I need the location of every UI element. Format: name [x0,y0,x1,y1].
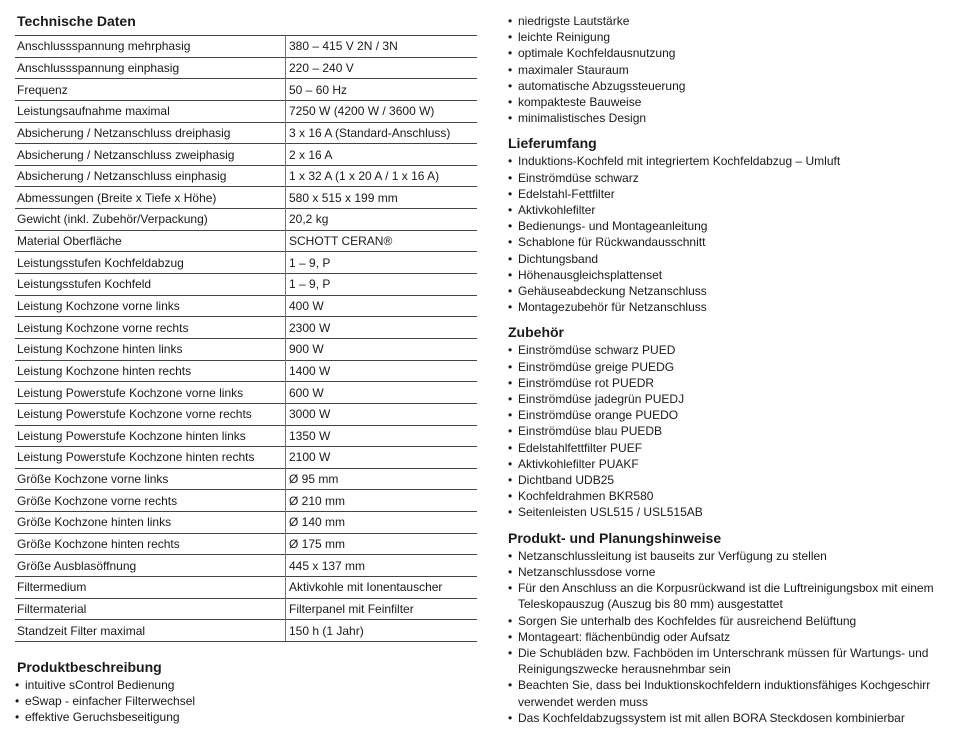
spec-value: 2100 W [286,447,478,469]
delivery-scope-section [508,134,966,315]
spec-row [15,490,477,512]
delivery-scope-heading: Lieferumfang [508,135,597,152]
spec-label: Standzeit Filter maximal [15,620,286,642]
spec-row [15,100,477,122]
spec-value: 400 W [286,295,478,317]
spec-label: Leistung Powerstufe Kochzone vorne links [15,382,286,404]
spec-label: Größe Kochzone vorne rechts [15,490,286,512]
spec-row [15,447,477,469]
spec-value: 445 x 137 mm [286,555,478,577]
list-item: • Edelstahlfettfilter PUEF [508,440,966,456]
list-item: • Montagezubehör für Netzanschluss [508,299,966,315]
spec-value: 1 – 9, P [286,252,478,274]
tech-data-heading: Technische Daten [17,13,136,29]
spec-value: 600 W [286,382,478,404]
spec-label: Frequenz [15,79,286,101]
list-item: • Bedienungs- und Montageanleitung [508,218,966,234]
spec-value: 1350 W [286,425,478,447]
list-item: • automatische Abzugssteuerung [508,78,966,94]
spec-label: Leistung Powerstufe Kochzone hinten rechts [15,447,286,469]
list-item: • Aktivkohlefilter [508,202,966,218]
spec-row [15,338,477,360]
spec-label: Leistungsstufen Kochfeld [15,274,286,296]
spec-row [15,533,477,555]
spec-row [15,295,477,317]
spec-value: 2300 W [286,317,478,339]
spec-value: Ø 210 mm [286,490,478,512]
spec-label: Leistung Powerstufe Kochzone vorne rechts [15,403,286,425]
list-item: • Kochfeldrahmen BKR580 [508,488,966,504]
spec-row [15,620,477,642]
spec-label: Leistung Kochzone hinten rechts [15,360,286,382]
spec-value: Filterpanel mit Feinfilter [286,598,478,620]
list-item: • maximaler Stauraum [508,62,966,78]
spec-value: SCHOTT CERAN® [286,230,478,252]
spec-label: Leistungsaufnahme maximal [15,100,286,122]
spec-value: 900 W [286,338,478,360]
spec-label: Leistung Kochzone hinten links [15,338,286,360]
spec-value: 7250 W (4200 W / 3600 W) [286,100,478,122]
list-item: • Einströmdüse rot PUEDR [508,375,966,391]
spec-row [15,79,477,101]
list-item: • optimale Kochfeldausnutzung [508,45,966,61]
list-item: • Edelstahl-Fettfilter [508,186,966,202]
spec-row [15,360,477,382]
spec-row [15,57,477,79]
list-item: • effektive Geruchsbeseitigung [15,709,477,725]
list-item: • Für den Anschluss an die Korpusrückwand ist die Luftreinigungsbox mit einem Teleskopauszug (Auszug bis 80 mm) ausgestattet [508,580,966,612]
list-item: • Netzanschlussleitung ist bauseits zur Verfügung zu stellen [508,548,966,564]
spec-value: 1400 W [286,360,478,382]
spec-label: Absicherung / Netzanschluss einphasig [15,165,286,187]
product-description-section [15,658,477,726]
list-item: • Aktivkohlefilter PUAKF [508,456,966,472]
spec-row [15,187,477,209]
accessories-list [508,342,966,520]
spec-label: Anschlussspannung einphasig [15,57,286,79]
list-item: • eSwap - einfacher Filterwechsel [15,693,477,709]
list-item: • Gehäuseabdeckung Netzanschluss [508,283,966,299]
spec-row [15,252,477,274]
list-item: • niedrigste Lautstärke [508,13,966,29]
right-column [508,12,966,726]
spec-value: 220 – 240 V [286,57,478,79]
planning-notes-heading: Produkt- und Planungshinweise [508,529,722,546]
list-item: • Einströmdüse blau PUEDB [508,423,966,439]
list-item: • Einströmdüse schwarz [508,170,966,186]
spec-row [15,403,477,425]
spec-row [15,230,477,252]
list-item: • Dichtband UDB25 [508,472,966,488]
spec-row [15,425,477,447]
spec-label: Größe Kochzone hinten rechts [15,533,286,555]
spec-label: Größe Ausblasöffnung [15,555,286,577]
spec-row [15,317,477,339]
spec-label: Abmessungen (Breite x Tiefe x Höhe) [15,187,286,209]
spec-value: Aktivkohle mit Ionentauscher [286,577,478,599]
list-item: • Das Kochfeldabzugssystem ist mit allen BORA Steckdosen kombinierbar [508,710,966,726]
list-item: • Sorgen Sie unterhalb des Kochfeldes für ausreichend Belüftung [508,613,966,629]
spec-value: 380 – 415 V 2N / 3N [286,36,478,58]
list-item: • Höhenausgleichsplattenset [508,267,966,283]
spec-label: Leistung Powerstufe Kochzone hinten links [15,425,286,447]
list-item: • Einströmdüse schwarz PUED [508,342,966,358]
spec-label: Filtermedium [15,577,286,599]
spec-row [15,209,477,231]
list-item: • Die Schubläden bzw. Fachböden im Unterschrank müssen für Wartungs- und Reinigungszwecke herausnehmbar sein [508,645,966,677]
accessories-heading: Zubehör [508,324,564,341]
list-item: • Dichtungsband [508,251,966,267]
list-item: • Einströmdüse orange PUEDO [508,407,966,423]
spec-value: 580 x 515 x 199 mm [286,187,478,209]
product-description-heading: Produktbeschreibung [17,658,162,675]
spec-row [15,165,477,187]
spec-value: 20,2 kg [286,209,478,231]
spec-label: Absicherung / Netzanschluss zweiphasig [15,144,286,166]
spec-row [15,36,477,58]
spec-label: Leistung Kochzone vorne rechts [15,317,286,339]
spec-row [15,577,477,599]
accessories-section [508,323,966,520]
spec-label: Material Oberfläche [15,230,286,252]
list-item: • leichte Reinigung [508,29,966,45]
list-item: • Beachten Sie, dass bei Induktionskochfeldern induktionsfähiges Kochgeschirr verwendet werden muss [508,677,966,709]
spec-value: 1 x 32 A (1 x 20 A / 1 x 16 A) [286,165,478,187]
delivery-scope-list [508,153,966,315]
list-item: • Schablone für Rückwandausschnitt [508,234,966,250]
planning-notes-list [508,548,966,726]
spec-label: Absicherung / Netzanschluss dreiphasig [15,122,286,144]
feature-list [508,13,966,126]
list-item: • Induktions-Kochfeld mit integriertem Kochfeldabzug – Umluft [508,153,966,169]
spec-value: 2 x 16 A [286,144,478,166]
spec-label: Anschlussspannung mehrphasig [15,36,286,58]
spec-row [15,598,477,620]
list-item: • Einströmdüse jadegrün PUEDJ [508,391,966,407]
spec-label: Gewicht (inkl. Zubehör/Verpackung) [15,209,286,231]
spec-row [15,512,477,534]
product-description-list [15,677,477,726]
spec-value: Ø 140 mm [286,512,478,534]
planning-notes-section [508,529,966,726]
spec-row [15,555,477,577]
spec-value: 3000 W [286,403,478,425]
list-item: • Montageart: flächenbündig oder Aufsatz [508,629,966,645]
tech-data-table [15,35,477,642]
list-item: • kompakteste Bauweise [508,94,966,110]
spec-value: Ø 95 mm [286,468,478,490]
spec-value: 3 x 16 A (Standard-Anschluss) [286,122,478,144]
spec-label: Leistung Kochzone vorne links [15,295,286,317]
list-item: • intuitive sControl Bedienung [15,677,477,693]
spec-label: Leistungsstufen Kochfeldabzug [15,252,286,274]
spec-label: Größe Kochzone vorne links [15,468,286,490]
list-item: • Einströmdüse greige PUEDG [508,359,966,375]
spec-row [15,144,477,166]
spec-value: 50 – 60 Hz [286,79,478,101]
spec-value: 1 – 9, P [286,274,478,296]
spec-value: Ø 175 mm [286,533,478,555]
spec-label: Größe Kochzone hinten links [15,512,286,534]
spec-value: 150 h (1 Jahr) [286,620,478,642]
left-column [15,12,477,726]
spec-row [15,122,477,144]
list-item: • minimalistisches Design [508,110,966,126]
spec-label: Filtermaterial [15,598,286,620]
spec-row [15,468,477,490]
spec-row [15,382,477,404]
list-item: • Seitenleisten USL515 / USL515AB [508,504,966,520]
spec-row [15,274,477,296]
list-item: • Netzanschlussdose vorne [508,564,966,580]
